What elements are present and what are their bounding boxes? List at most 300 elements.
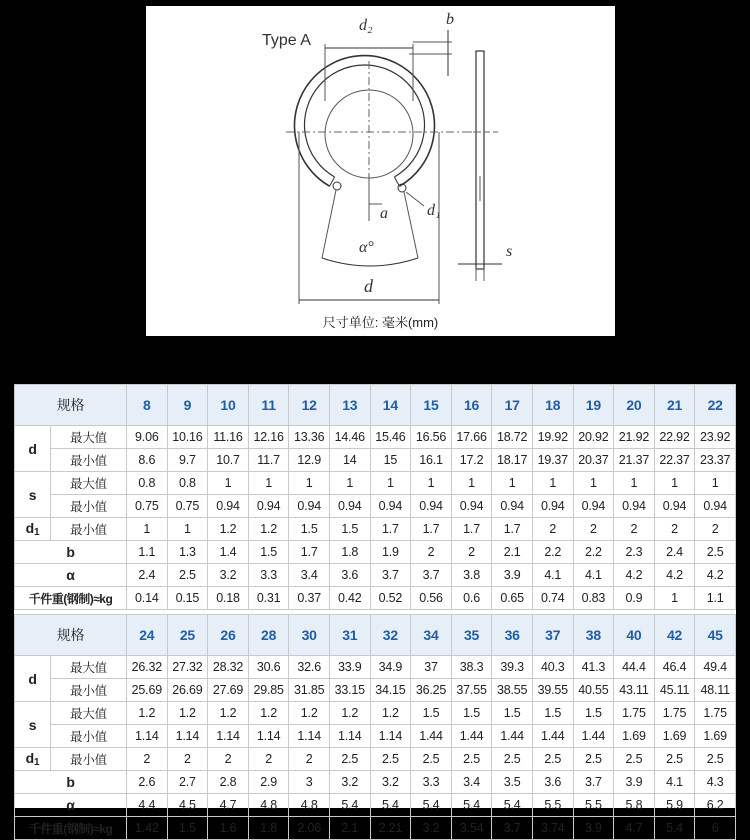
table-cell: 2.5 [411, 748, 452, 771]
row-label-min: 最小值 [51, 449, 127, 472]
table-row [15, 426, 736, 449]
table-cell: 1.8 [329, 541, 370, 564]
table-cell: 1.5 [167, 817, 208, 840]
table-cell: 40.55 [573, 679, 614, 702]
size-header: 10 [208, 385, 249, 426]
table-cell: 1.14 [329, 725, 370, 748]
table-cell: 17.2 [451, 449, 492, 472]
size-header: 17 [492, 385, 533, 426]
d1-label: d₁ [427, 202, 441, 219]
table-cell: 9.7 [167, 449, 208, 472]
table-cell: 2.5 [370, 748, 411, 771]
table-cell: 16.1 [411, 449, 452, 472]
table-cell: 3.7 [573, 771, 614, 794]
table-cell: 2.3 [614, 541, 655, 564]
table-cell: 2.5 [451, 748, 492, 771]
size-header: 13 [329, 385, 370, 426]
table-cell: 1.14 [289, 725, 330, 748]
table-cell: 2.7 [167, 771, 208, 794]
size-header: 18 [532, 385, 573, 426]
size-header: 11 [248, 385, 289, 426]
table-cell: 16.56 [411, 426, 452, 449]
size-header: 34 [411, 615, 452, 656]
table-cell: 2 [695, 518, 736, 541]
table-cell: 2 [248, 748, 289, 771]
table-cell: 2.2 [573, 541, 614, 564]
d2-label: d₂ [359, 17, 373, 34]
table-cell: 0.56 [411, 587, 452, 610]
table-cell: 0.94 [329, 495, 370, 518]
table-cell: 2.4 [654, 541, 695, 564]
row-label-min: 最小值 [51, 748, 127, 771]
table-cell: 3.7 [370, 564, 411, 587]
table-cell: 2 [127, 748, 168, 771]
table-cell: 10.16 [167, 426, 208, 449]
table-cell: 1.5 [248, 541, 289, 564]
table-cell: 0.31 [248, 587, 289, 610]
table-cell: 5.4 [370, 794, 411, 817]
table-cell: 0.94 [654, 495, 695, 518]
size-header: 25 [167, 615, 208, 656]
d1-subscript: 1 [33, 757, 40, 768]
table-cell: 2.5 [695, 541, 736, 564]
table-cell: 1 [127, 518, 168, 541]
size-header: 31 [329, 615, 370, 656]
table-cell: 4.1 [654, 771, 695, 794]
table-row [15, 587, 736, 610]
group-label-s: s [15, 702, 51, 748]
table-cell: 0.94 [411, 495, 452, 518]
table-cell: 32.6 [289, 656, 330, 679]
size-header: 15 [411, 385, 452, 426]
table-cell: 1.2 [370, 702, 411, 725]
table-cell: 2.5 [492, 748, 533, 771]
size-header: 26 [208, 615, 249, 656]
table-row [15, 656, 736, 679]
table-cell: 0.94 [532, 495, 573, 518]
group-label-d: d [15, 426, 51, 472]
table-cell: 1.2 [127, 702, 168, 725]
d-label: d [364, 276, 373, 296]
table-cell: 1.7 [411, 518, 452, 541]
row-label-weight: 千件重(钢制)≈kg [15, 817, 127, 840]
table-cell: 33.9 [329, 656, 370, 679]
table-cell: 17.66 [451, 426, 492, 449]
table-cell: 8.6 [127, 449, 168, 472]
table-cell: 1.14 [167, 725, 208, 748]
table-cell: 40.3 [532, 656, 573, 679]
table-cell: 2 [451, 541, 492, 564]
table-cell: 14 [329, 449, 370, 472]
table-cell: 2.06 [289, 817, 330, 840]
table-cell: 5.4 [451, 794, 492, 817]
table-row [15, 702, 736, 725]
table-cell: 1.2 [329, 702, 370, 725]
table-cell: 20.92 [573, 426, 614, 449]
table-cell: 1 [329, 472, 370, 495]
table-cell: 41.3 [573, 656, 614, 679]
table-cell: 1.2 [208, 702, 249, 725]
table-cell: 1.44 [451, 725, 492, 748]
table-cell: 2.8 [208, 771, 249, 794]
table-cell: 1 [654, 472, 695, 495]
table-row [15, 541, 736, 564]
ring-end-left [330, 177, 335, 186]
table-cell: 1.44 [573, 725, 614, 748]
table-cell: 1.75 [654, 702, 695, 725]
table-cell: 0.94 [492, 495, 533, 518]
table-cell: 34.15 [370, 679, 411, 702]
table-cell: 3.6 [532, 771, 573, 794]
size-header: 28 [248, 615, 289, 656]
row-label-min: 最小值 [51, 495, 127, 518]
d1-subscript: 1 [33, 527, 40, 538]
size-header: 8 [127, 385, 168, 426]
table-cell: 1.69 [695, 725, 736, 748]
table-cell: 1.2 [248, 702, 289, 725]
table-cell: 1.7 [492, 518, 533, 541]
table-cell: 6 [695, 817, 736, 840]
table-cell: 2 [167, 748, 208, 771]
table-cell: 0.8 [127, 472, 168, 495]
header-row [15, 385, 736, 426]
table-cell: 1 [248, 472, 289, 495]
table-cell: 12.9 [289, 449, 330, 472]
b-label: b [446, 11, 454, 28]
table-cell: 1.5 [532, 702, 573, 725]
table-cell: 5.8 [614, 794, 655, 817]
table-cell: 44.4 [614, 656, 655, 679]
table-cell: 4.3 [695, 771, 736, 794]
row-label-alpha: α [15, 794, 127, 817]
ring-end-right [394, 177, 399, 186]
table-cell: 4.4 [127, 794, 168, 817]
table-cell: 45.11 [654, 679, 695, 702]
table-cell: 1.6 [208, 817, 249, 840]
table-cell: 27.69 [208, 679, 249, 702]
table-cell: 0.83 [573, 587, 614, 610]
table-cell: 1.5 [329, 518, 370, 541]
table-cell: 1.69 [654, 725, 695, 748]
size-header: 30 [289, 615, 330, 656]
table-cell: 39.55 [532, 679, 573, 702]
d1-main: d [25, 520, 34, 536]
s-label: s [506, 243, 513, 260]
table-cell: 5.4 [329, 794, 370, 817]
table-cell: 15.46 [370, 426, 411, 449]
table-cell: 4.7 [208, 794, 249, 817]
row-label-alpha: α [15, 564, 127, 587]
table-cell: 25.69 [127, 679, 168, 702]
table-cell: 26.69 [167, 679, 208, 702]
table-cell: 18.72 [492, 426, 533, 449]
table-cell: 1.7 [451, 518, 492, 541]
table-cell: 0.94 [451, 495, 492, 518]
table-row [15, 817, 736, 840]
table-cell: 20.37 [573, 449, 614, 472]
table-cell: 38.55 [492, 679, 533, 702]
specs-table-panel [14, 384, 736, 836]
ring-inner-arc [305, 65, 425, 177]
table-cell: 3.2 [411, 817, 452, 840]
table-cell: 2.21 [370, 817, 411, 840]
row-label-max: 最大值 [51, 472, 127, 495]
a-label: a [380, 205, 388, 222]
size-header: 24 [127, 615, 168, 656]
table-cell: 11.16 [208, 426, 249, 449]
row-label-max: 最大值 [51, 426, 127, 449]
table-cell: 1.14 [127, 725, 168, 748]
table-cell: 0.8 [167, 472, 208, 495]
table-cell: 0.94 [248, 495, 289, 518]
table-cell: 1 [492, 472, 533, 495]
table-cell: 1 [370, 472, 411, 495]
size-header: 40 [614, 615, 655, 656]
table-cell: 2 [573, 518, 614, 541]
group-label-s: s [15, 472, 51, 518]
table-cell: 4.7 [614, 817, 655, 840]
table-cell: 1.2 [248, 518, 289, 541]
table-cell: 1.9 [370, 541, 411, 564]
table-cell: 2.1 [329, 817, 370, 840]
table-cell: 3.8 [451, 564, 492, 587]
table-cell: 1 [614, 472, 655, 495]
row-label-max: 最大值 [51, 656, 127, 679]
d1-leader [406, 192, 424, 206]
table-cell: 37.55 [451, 679, 492, 702]
table-cell: 1.5 [573, 702, 614, 725]
table-cell: 1.14 [248, 725, 289, 748]
table-cell: 1.7 [370, 518, 411, 541]
table-cell: 38.3 [451, 656, 492, 679]
table-cell: 3.74 [532, 817, 573, 840]
table-cell: 1.2 [208, 518, 249, 541]
table-cell: 22.37 [654, 449, 695, 472]
table-cell: 3.9 [614, 771, 655, 794]
table-cell: 1.2 [289, 702, 330, 725]
table-cell: 2 [289, 748, 330, 771]
table-row [15, 679, 736, 702]
table-cell: 5.9 [654, 794, 695, 817]
size-header: 14 [370, 385, 411, 426]
row-label-weight: 千件重(钢制)≈kg [15, 587, 127, 610]
table-cell: 4.8 [248, 794, 289, 817]
table-cell: 1 [289, 472, 330, 495]
table-cell: 4.2 [695, 564, 736, 587]
table-cell: 2.5 [532, 748, 573, 771]
table-cell: 1 [695, 472, 736, 495]
table-cell: 1 [167, 518, 208, 541]
alpha-label: α° [359, 239, 374, 256]
table-cell: 5.4 [411, 794, 452, 817]
table-cell: 3.9 [573, 817, 614, 840]
table-cell: 1.42 [127, 817, 168, 840]
table-cell: 1.44 [532, 725, 573, 748]
ring-drawing-svg [146, 6, 615, 336]
table-cell: 1.75 [695, 702, 736, 725]
table-cell: 5.5 [532, 794, 573, 817]
group-label-d: d [15, 656, 51, 702]
table-cell: 0.37 [289, 587, 330, 610]
row-label-min: 最小值 [51, 679, 127, 702]
group-label-d1 [15, 518, 51, 541]
table-cell: 9.06 [127, 426, 168, 449]
table-cell: 23.92 [695, 426, 736, 449]
table-cell: 3.3 [411, 771, 452, 794]
header-row [15, 615, 736, 656]
table-cell: 2 [208, 748, 249, 771]
table-row [15, 725, 736, 748]
table-cell: 19.37 [532, 449, 573, 472]
row-label-b: b [15, 771, 127, 794]
table-row [15, 495, 736, 518]
table-cell: 5.4 [654, 817, 695, 840]
table-cell: 0.94 [289, 495, 330, 518]
table-cell: 21.37 [614, 449, 655, 472]
table-cell: 1.75 [614, 702, 655, 725]
table-cell: 3.7 [492, 817, 533, 840]
table-cell: 3.6 [329, 564, 370, 587]
table-cell: 0.94 [208, 495, 249, 518]
table-cell: 1.4 [208, 541, 249, 564]
size-header: 38 [573, 615, 614, 656]
table-cell: 6.2 [695, 794, 736, 817]
table-cell: 14.46 [329, 426, 370, 449]
specs-table [14, 384, 736, 840]
table-cell: 46.4 [654, 656, 695, 679]
table-cell: 1 [208, 472, 249, 495]
side-profile [476, 51, 484, 269]
table-cell: 0.75 [167, 495, 208, 518]
table-cell: 19.92 [532, 426, 573, 449]
table-cell: 2 [654, 518, 695, 541]
table-cell: 0.42 [329, 587, 370, 610]
table-cell: 1.5 [492, 702, 533, 725]
size-header: 45 [695, 615, 736, 656]
table-cell: 0.74 [532, 587, 573, 610]
table-cell: 3.54 [451, 817, 492, 840]
table-cell: 0.94 [614, 495, 655, 518]
alpha-arc [322, 258, 418, 266]
table-cell: 2.6 [127, 771, 168, 794]
table-cell: 15 [370, 449, 411, 472]
table-cell: 5.5 [573, 794, 614, 817]
table-cell: 0.14 [127, 587, 168, 610]
table-cell: 29.85 [248, 679, 289, 702]
table-cell: 26.32 [127, 656, 168, 679]
table-cell: 1.14 [208, 725, 249, 748]
table-cell: 1 [411, 472, 452, 495]
table-cell: 2 [614, 518, 655, 541]
table-cell: 1.5 [289, 518, 330, 541]
table-row [15, 564, 736, 587]
table-cell: 2 [411, 541, 452, 564]
alpha-line-left [322, 190, 336, 258]
size-header: 42 [654, 615, 695, 656]
table-cell: 13.36 [289, 426, 330, 449]
table-cell: 3.2 [329, 771, 370, 794]
technical-drawing [146, 6, 615, 336]
table-cell: 11.7 [248, 449, 289, 472]
table-cell: 27.32 [167, 656, 208, 679]
table-cell: 2.1 [492, 541, 533, 564]
size-header: 19 [573, 385, 614, 426]
table-cell: 3.3 [248, 564, 289, 587]
table-cell: 0.6 [451, 587, 492, 610]
spec-header-label: 规格 [15, 385, 127, 426]
table-cell: 10.7 [208, 449, 249, 472]
lug-hole-left [333, 182, 341, 190]
size-header: 22 [695, 385, 736, 426]
table-cell: 0.18 [208, 587, 249, 610]
table-cell: 21.92 [614, 426, 655, 449]
table-cell: 1 [532, 472, 573, 495]
table-cell: 0.94 [370, 495, 411, 518]
unit-note: 尺寸单位: 毫米(mm) [322, 315, 439, 330]
table-row [15, 518, 736, 541]
size-header: 35 [451, 615, 492, 656]
size-header: 20 [614, 385, 655, 426]
table-cell: 0.94 [695, 495, 736, 518]
table-row [15, 472, 736, 495]
spec-header-label: 规格 [15, 615, 127, 656]
table-cell: 1.1 [127, 541, 168, 564]
table-cell: 22.92 [654, 426, 695, 449]
table-cell: 3.2 [370, 771, 411, 794]
table-cell: 0.75 [127, 495, 168, 518]
table-cell: 1.5 [411, 702, 452, 725]
table-cell: 3.4 [451, 771, 492, 794]
table-cell: 1.69 [614, 725, 655, 748]
d1-main: d [25, 750, 34, 766]
table-cell: 3 [289, 771, 330, 794]
row-label-b: b [15, 541, 127, 564]
row-label-min: 最小值 [51, 725, 127, 748]
table-cell: 1.1 [695, 587, 736, 610]
table-cell: 0.15 [167, 587, 208, 610]
table-cell: 5.4 [492, 794, 533, 817]
size-header: 16 [451, 385, 492, 426]
table-cell: 4.2 [614, 564, 655, 587]
table-cell: 0.94 [573, 495, 614, 518]
table-cell: 23.37 [695, 449, 736, 472]
table-cell: 39.3 [492, 656, 533, 679]
table-cell: 37 [411, 656, 452, 679]
table-cell: 2.5 [695, 748, 736, 771]
table-cell: 2.5 [614, 748, 655, 771]
table-cell: 1.2 [167, 702, 208, 725]
table-cell: 1 [654, 587, 695, 610]
table-cell: 2.5 [573, 748, 614, 771]
table-row [15, 794, 736, 817]
table-cell: 18.17 [492, 449, 533, 472]
table-cell: 3.9 [492, 564, 533, 587]
table-cell: 4.5 [167, 794, 208, 817]
table-cell: 2.5 [654, 748, 695, 771]
table-cell: 3.4 [289, 564, 330, 587]
table-cell: 49.4 [695, 656, 736, 679]
row-label-max: 最大值 [51, 702, 127, 725]
type-label: Type A [262, 32, 311, 49]
alpha-line-right [404, 192, 418, 258]
size-header: 21 [654, 385, 695, 426]
table-cell: 1.44 [411, 725, 452, 748]
table-cell: 3.7 [411, 564, 452, 587]
table-cell: 4.2 [654, 564, 695, 587]
table-cell: 30.6 [248, 656, 289, 679]
table-row [15, 449, 736, 472]
table-cell: 1 [451, 472, 492, 495]
